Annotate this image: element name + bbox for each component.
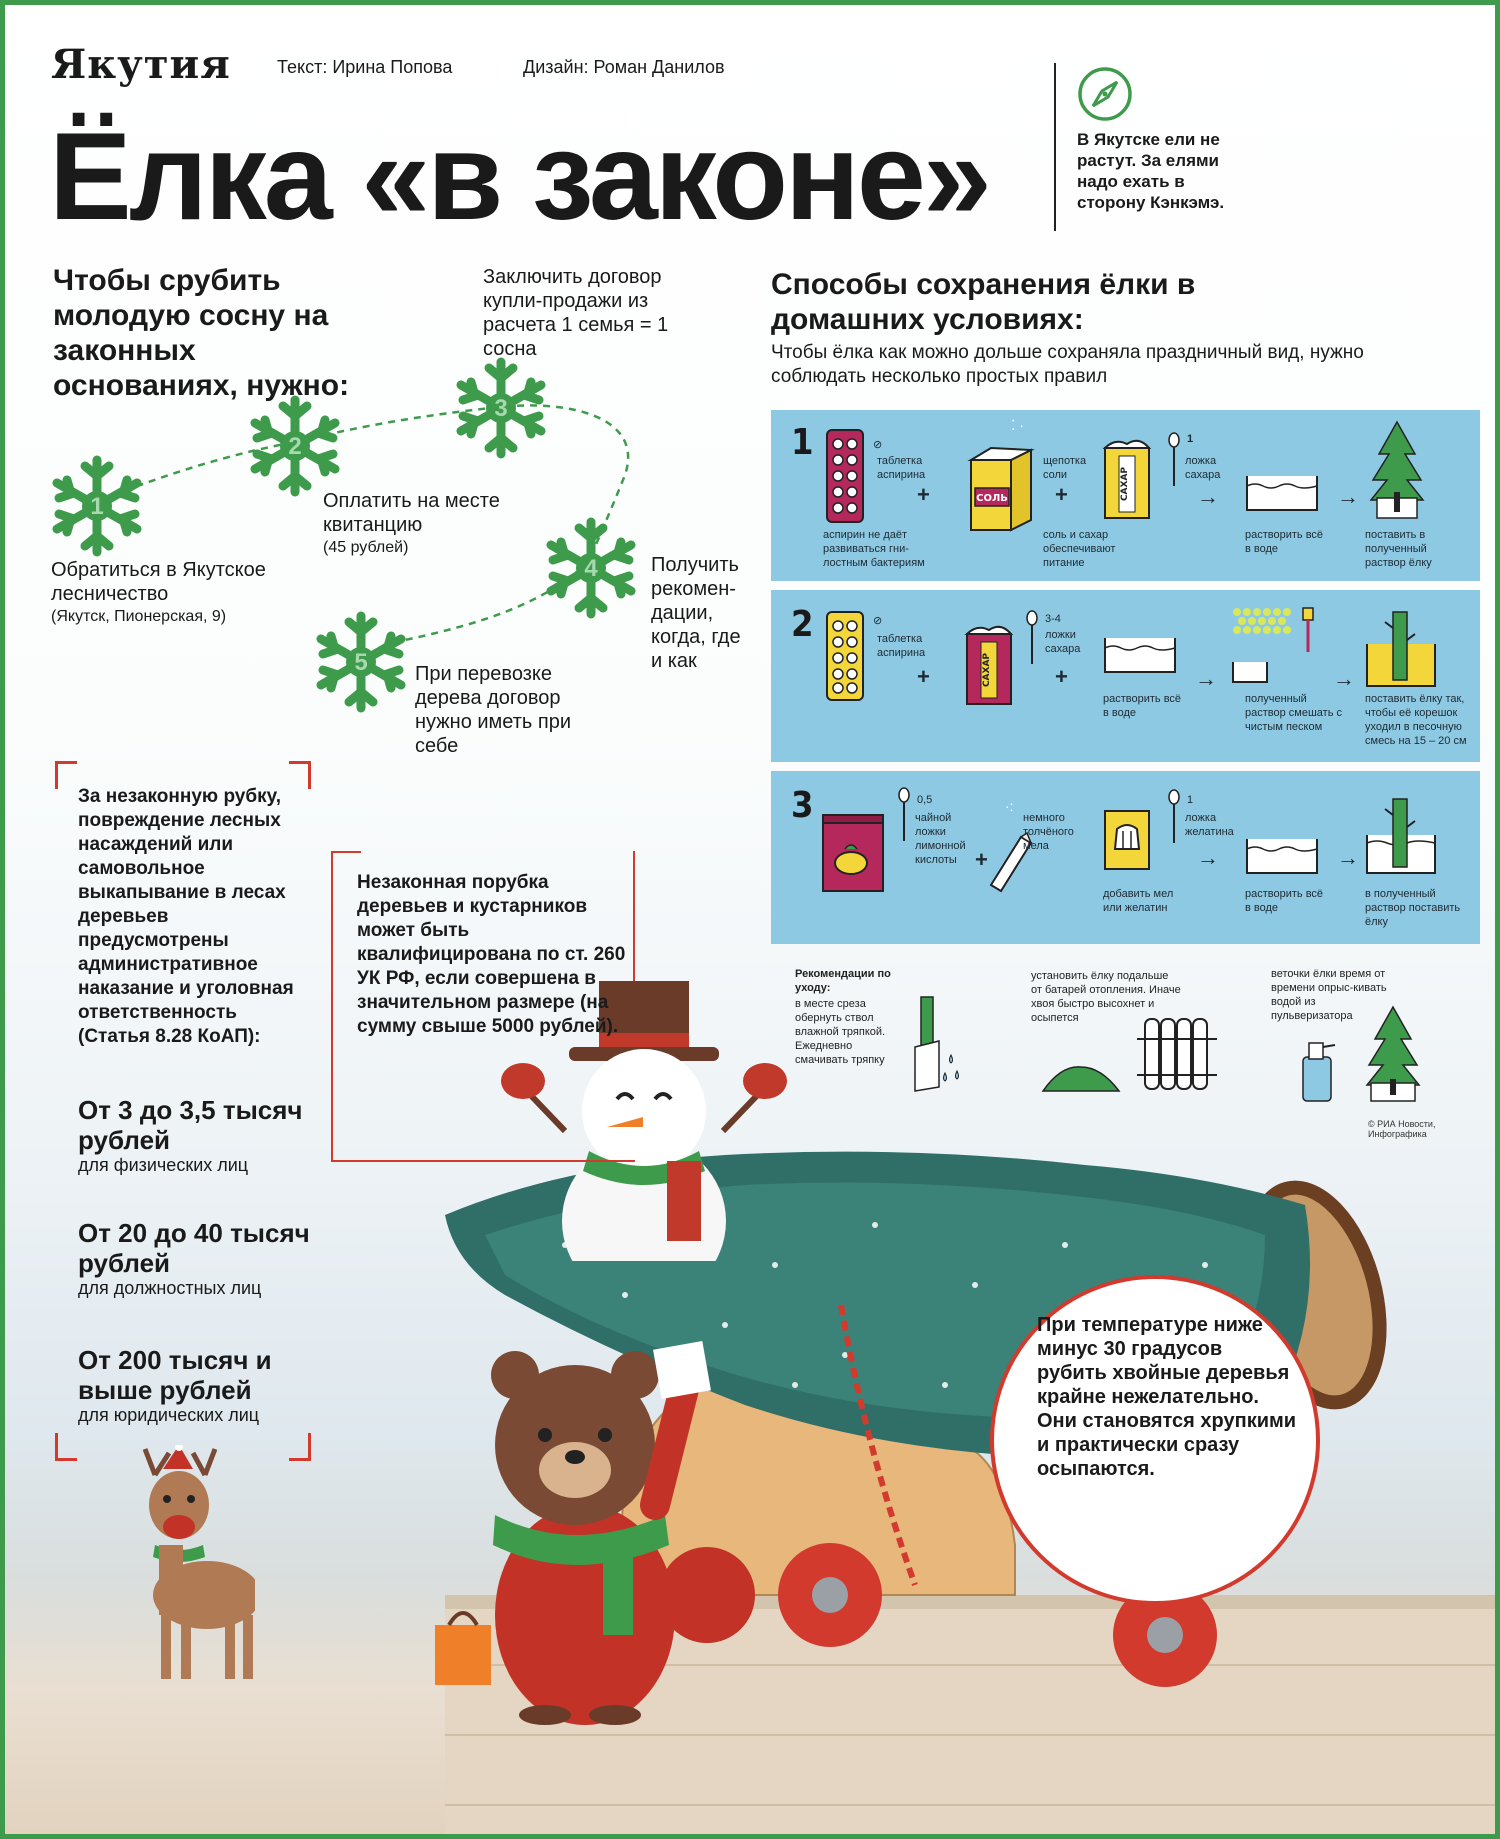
- method-1-aspirin-label: таблетка аспирина: [877, 455, 926, 481]
- method-3-place-label: в полученный раствор поставить ёлку: [1365, 888, 1461, 928]
- plus-icon: +: [1055, 664, 1068, 689]
- chalk-dust-icon: ·:: [1005, 798, 1014, 814]
- header-divider: [1054, 63, 1056, 231]
- snowflake-step-5-number: 5: [354, 649, 368, 676]
- step-2-text: Оплатить на месте квитанцию: [323, 490, 500, 536]
- snowflake-step-4-icon: [539, 516, 643, 620]
- side-note: В Якутске ели не растут. За елями надо ехать в сторону Кэнкэмэ.: [1077, 130, 1225, 212]
- fine-2-amount: От 20 до 40 тысяч рублей: [78, 1218, 310, 1278]
- snowflake-step-5-icon: [309, 610, 413, 714]
- fine-1: [78, 1095, 318, 1176]
- method-1-number: 1: [791, 422, 814, 463]
- sand-mix-icon: [1231, 606, 1321, 686]
- plus-icon: +: [975, 847, 988, 872]
- bracket-bottom-right: [289, 1433, 311, 1461]
- snowflake-step-1-icon: [45, 454, 149, 558]
- trunk-in-water-icon: [1363, 797, 1439, 877]
- criminal-note-border-right: [633, 851, 635, 981]
- penalties-heading: За незаконную рубку, повреждение лесных насаждений или самовольное выкапывание в лесах деревьев предусмотрены административное наказание и уголовная ответственность (Статья 8.28 КоАП):: [78, 786, 294, 1047]
- fine-2-who: для должностных лиц: [78, 1278, 262, 1298]
- care-rec-3: веточки ёлки время от времени опрыс-кивать водой из пульверизатора: [1271, 968, 1387, 1022]
- plus-icon: +: [917, 664, 930, 689]
- fine-3: [78, 1345, 318, 1426]
- arrow-right-icon: →: [1197, 484, 1219, 509]
- arrow-right-icon: →: [1195, 666, 1217, 691]
- trunk-in-sand-icon: [1363, 610, 1439, 690]
- snowflake-step-3-icon: [449, 356, 553, 460]
- method-1-dissolve-label: растворить всё в воде: [1245, 529, 1324, 555]
- radiator-icon: [1041, 1015, 1221, 1095]
- method-3-gelatin-count: 1: [1187, 794, 1194, 806]
- method-2-number: 2: [791, 604, 814, 645]
- fine-3-amount: От 200 тысяч и выше рублей: [78, 1345, 272, 1405]
- snowflake-step-4-number: 4: [584, 555, 598, 582]
- step-2-sub: (45 рублей): [323, 539, 409, 556]
- pill-icon: ⊘: [873, 439, 883, 451]
- snowflake-step-3-number: 3: [494, 395, 508, 422]
- salt-sprinkle-icon: ⁚ ·: [1011, 417, 1025, 433]
- fine-1-who: для физических лиц: [78, 1155, 249, 1175]
- brand-logo: Якутия: [51, 41, 231, 88]
- spray-bottle-icon: [1299, 1005, 1429, 1105]
- fine-1-amount: От 3 до 3,5 тысяч рублей: [78, 1095, 303, 1155]
- method-panel-3: [771, 771, 1480, 944]
- bear-illustration: [435, 1325, 715, 1725]
- fir-tree-in-bowl-icon: [1367, 420, 1427, 520]
- care-rec-1: в месте среза обернуть ствол влажной тряпкой. Ежедневно смачивать тряпку: [795, 998, 886, 1066]
- step-2: [323, 489, 523, 559]
- pill-icon: ⊘: [873, 615, 883, 627]
- bracket-bottom-left: [55, 1433, 77, 1461]
- fine-2: [78, 1218, 318, 1299]
- arrow-right-icon: →: [1197, 845, 1219, 870]
- method-2-dissolve-label: растворить всё в воде: [1103, 693, 1182, 719]
- methods-heading: Способы сохранения ёлки в домашних условиях:: [771, 268, 1196, 336]
- cold-warning-text: При температуре ниже минус 30 градусов рубить хвойные деревья крайне нежелательно. Они становятся хрупкими и практически сразу осыпаются.: [1037, 1314, 1297, 1480]
- method-1-salt-label: щепотка соли: [1043, 455, 1087, 481]
- steps-heading: Чтобы срубить молодую сосну на законных основаниях, нужно:: [53, 264, 350, 402]
- sugar-pack-icon: [1101, 434, 1157, 520]
- step-1: [51, 558, 311, 628]
- copyright: © РИА Новости, Инфографика: [1368, 1119, 1436, 1139]
- method-3-gelatin-label: ложка желатина: [1185, 812, 1234, 838]
- wrapped-trunk-icon: [911, 995, 971, 1095]
- care-heading: Рекомендации по уходу:: [795, 968, 891, 994]
- aspirin-blister-icon: [825, 428, 865, 524]
- method-1-salt-note: соль и сахар обеспечивают питание: [1043, 529, 1116, 569]
- aspirin-blister-icon: [825, 610, 865, 702]
- method-3-number: 3: [791, 785, 814, 826]
- design-credit: Дизайн: Роман Данилов: [523, 57, 725, 77]
- spoon-icon: [1167, 789, 1181, 845]
- criminal-note-border-top: [331, 851, 361, 853]
- deer-illustration: [115, 1445, 255, 1685]
- arrow-right-icon: →: [1337, 484, 1359, 509]
- snowflake-step-2-number: 2: [288, 433, 302, 460]
- method-2-sugar-count: 3-4: [1045, 613, 1061, 625]
- snowflake-step-2-icon: [243, 394, 347, 498]
- arrow-right-icon: →: [1333, 666, 1355, 691]
- methods-subheading: Чтобы ёлка как можно дольше сохраняла праздничный вид, нужно соблюдать несколько простых правил: [771, 342, 1364, 387]
- plus-icon: +: [1055, 482, 1068, 507]
- step-4-text: Получить рекомен-дации, когда, где и как: [651, 554, 741, 672]
- method-2-sugar-label: ложки сахара: [1045, 629, 1081, 655]
- spoon-icon: [1025, 610, 1039, 666]
- spoon-icon: [897, 787, 911, 843]
- method-2-sand-label: полученный раствор смешать с чистым песком: [1245, 693, 1342, 733]
- method-3-acid-count: 0,5: [917, 794, 933, 806]
- method-1-sugar-count: 1: [1187, 433, 1194, 445]
- method-3-acid-label: чайной ложки лимонной кислоты: [915, 812, 966, 866]
- method-panel-2: [771, 590, 1480, 762]
- method-3-add-label: добавить мел или желатин: [1103, 888, 1174, 914]
- sugar-pack-icon: [963, 620, 1019, 706]
- sugar-pack-text: САХАР: [1120, 466, 1130, 502]
- fine-3-who: для юридических лиц: [78, 1405, 260, 1425]
- step-5-text: При перевозке дерева договор нужно иметь при себе: [415, 663, 572, 757]
- plus-icon: +: [917, 482, 930, 507]
- care-rec-2: установить ёлку подальше от батарей отопления. Иначе хвоя быстро высохнет и осыпется: [1031, 970, 1181, 1024]
- method-2-place-label: поставить ёлку так, чтобы её корешок уходил в песочную смесь на 15 – 20 см: [1365, 693, 1467, 747]
- water-bowl-icon: [1243, 472, 1321, 514]
- criminal-note: Незаконная порубка деревьев и кустарников может быть квалифицирована по ст. 260 УК РФ, если совершена в значительном размере (на сумму свыше 5000 рублей).: [357, 872, 626, 1037]
- method-1-sugar-label: ложка сахара: [1185, 455, 1221, 481]
- criminal-note-border-bottom: [331, 1160, 635, 1162]
- snowflake-step-1-number: 1: [90, 493, 104, 520]
- step-1-sub: (Якутск, Пионерская, 9): [51, 608, 227, 625]
- compass-icon: [1077, 66, 1133, 122]
- step-1-text: Обратиться в Якутское лесничество: [51, 559, 266, 605]
- method-3-dissolve-label: растворить всё в воде: [1245, 888, 1324, 914]
- page-title: Ёлка «в законе»: [49, 108, 989, 246]
- method-1-place-label: поставить в полученный раствор ёлку: [1365, 529, 1432, 569]
- gelatin-pack-icon: [1103, 809, 1151, 871]
- method-3-chalk-label: немного толчёного мела: [1023, 812, 1074, 852]
- bracket-top-left: [55, 761, 77, 789]
- method-2-aspirin-label: таблетка аспирина: [877, 633, 926, 659]
- criminal-note-border-left: [331, 851, 333, 1161]
- water-bowl-icon: [1243, 835, 1321, 877]
- method-1-aspirin-note: аспирин не даёт развиваться гни-лостным бактериям: [823, 529, 925, 569]
- text-credit: Текст: Ирина Попова: [277, 57, 453, 77]
- step-3-text: Заключить договор купли-продажи из расчета 1 семья = 1 сосна: [483, 266, 669, 360]
- water-bowl-icon: [1101, 634, 1179, 676]
- arrow-right-icon: →: [1337, 845, 1359, 870]
- salt-pack-icon: [967, 440, 1037, 532]
- salt-pack-text: СОЛЬ: [976, 493, 1008, 504]
- spoon-icon: [1167, 432, 1181, 488]
- sugar-pack-text: САХАР: [982, 652, 992, 688]
- citric-acid-pack-icon: [821, 813, 885, 893]
- method-panel-1: [771, 410, 1480, 581]
